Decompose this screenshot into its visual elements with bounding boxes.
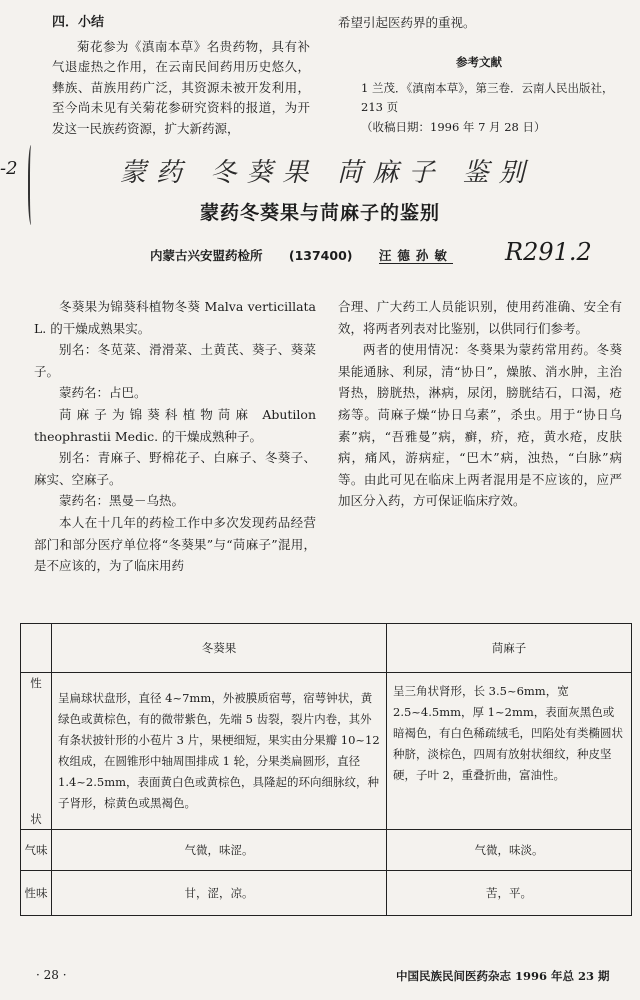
table-row: [21, 673, 632, 830]
table-row: [21, 871, 632, 916]
body-paragraph: 本人在十几年的药检工作中多次发现药品经营部门和部分医疗单位将“冬葵果”与“苘麻子”混用，是不应该的，为了临床用药: [34, 514, 316, 574]
article-title: 蒙药冬葵果与苘麻子的鉴别: [199, 202, 440, 224]
body-paragraph: 两者的使用情况：冬葵果为蒙药常用药。冬葵果能通脉、利尿，清“协日”，燥脓、消水肿，主治肾热，膀胱热，淋病，尿闭，膀胱结石，口渴，疮疡等。苘麻子燥“协日乌素”，杀虫。用于“协日乌素”病，“吾雅曼”病，癣，疥，疮，黄水疮，皮肤病，痛风，游病症，“巴木”病，浊热，“白脉”病等。由此可见在临床上两者混用是不应该的，应严加区分入药，方可保证临床疗效。: [338, 342, 622, 509]
column-header: 苘麻子: [387, 624, 632, 673]
row-label-top: 性: [30, 676, 42, 690]
table-cell: 气微，味淡。: [387, 830, 632, 871]
reference-item-continued: 213 页: [361, 100, 399, 114]
received-date: （收稿日期：1996 年 7 月 28 日）: [361, 120, 546, 134]
handwritten-note: 蒙药 冬葵果 苘麻子 鉴别: [120, 158, 535, 188]
postcode: (137400): [288, 248, 353, 263]
table-cell: 气微，味涩。: [52, 830, 387, 871]
section-heading: 四．小结: [52, 15, 105, 30]
table-header-row: [21, 624, 632, 673]
row-label: 气味: [21, 830, 52, 871]
paragraph-end: 希望引起医药界的重视。: [338, 15, 476, 30]
table-cell: 呈三角状肾形，长 3.5~6mm，宽 2.5~4.5mm，厚 1~2mm，表面灰黑色或暗褐色，有白色稀疏绒毛，凹陷处有类椭圆状种脐，淡棕色，四周有放射状细纹，种皮坚硬，子叶 2，重叠折曲，富油性。: [387, 673, 632, 830]
body-paragraph: 蒙药名：黑曼－乌热。: [59, 493, 185, 509]
page-number: · 28 ·: [36, 968, 67, 982]
byline: [150, 246, 475, 264]
comparison-table: [20, 623, 632, 916]
handwritten-margin-mark: -2: [0, 158, 18, 179]
summary-paragraph: 菊花参为《滇南本草》名贵药物，具有补气退虚热之作用，在云南民间药用历史悠久，彝族、苗族用药广泛，其资源未被开发利用，至今尚未见有关菊花参研究资料的报道，为开发这一民族药资源，扩大新药源，: [52, 38, 310, 136]
journal-footer: 中国民族民间医药杂志 1996 年总 23 期: [396, 969, 610, 983]
body-paragraph: 冬葵果为锦葵科植物冬葵 Malva verticillata L. 的干燥成熟果实。: [34, 299, 316, 336]
body-paragraph: 蒙药名：占巴。: [59, 385, 147, 401]
table-row: [21, 830, 632, 871]
column-header: 冬葵果: [52, 624, 387, 673]
row-label: [21, 673, 52, 830]
row-label: 性味: [21, 871, 52, 916]
handwritten-classification-code: R291.2: [505, 238, 592, 266]
affiliation: 内蒙古兴安盟药检所: [150, 248, 263, 263]
body-paragraph: 苘麻子为锦葵科植物苘麻 Abutilon theophrastii Medic. 的干燥成熟种子。: [34, 406, 316, 444]
body-right-column: [338, 296, 622, 512]
table-cell: 甘，涩，凉。: [52, 871, 387, 916]
body-paragraph: 别名：冬苋菜、滑滑菜、土黄芪、葵子、葵菜子。: [34, 342, 316, 379]
references-heading: 参考文献: [456, 54, 502, 69]
table-cell: 呈扁球状盘形，直径 4~7mm，外被膜质宿萼，宿萼钟状，黄绿色或黄棕色，有的微带紫色，先端 5 齿裂，裂片内卷，其外有条状披针形的小苞片 3 片，果梗细短，果实由分果瓣 10~12 枚组成，在圆锥形中轴周围排成 1 轮，分果类扁圆形，直径 1.4~2.5mm，表面黄白色或黄棕色，具隆起的环向细脉纹，种子肾形，棕黄色或黑褐色。: [52, 673, 387, 830]
corner-cell: [21, 624, 52, 673]
body-left-column: [34, 296, 316, 577]
authors: 汪德孙敏: [378, 248, 453, 263]
table-cell: 苦，平。: [387, 871, 632, 916]
body-paragraph: 合理、广大药工人员能识别，使用药准确、安全有效，将两者列表对比鉴别，以供同行们参考。: [338, 299, 622, 336]
body-paragraph: 别名：青麻子、野棉花子、白麻子、冬葵子、麻实、空麻子。: [34, 450, 316, 487]
summary-section: [52, 12, 310, 139]
references-section: [338, 12, 620, 139]
row-label-bottom: 状: [30, 812, 42, 826]
reference-item: 1 兰茂．《滇南本草》，第三卷．云南人民出版社，: [361, 81, 614, 95]
